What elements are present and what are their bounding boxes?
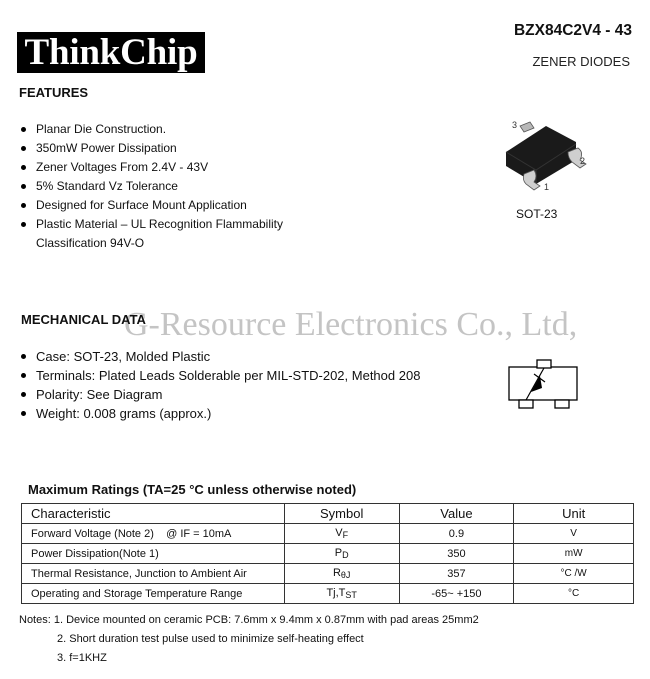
feature-item: Designed for Surface Mount Application <box>19 196 283 215</box>
table-row <box>22 544 634 564</box>
cell-characteristic: Thermal Resistance, Junction to Ambient Air <box>22 564 285 584</box>
cell-symbol: $R_{\theta J}$ <box>284 564 399 584</box>
cell-value: 0.9 <box>399 524 514 544</box>
note-line: Notes: 1. Device mounted on ceramic PCB: 7.6mm x 9.4mm x 0.87mm with pad areas 25mm2 <box>19 614 479 626</box>
features-list <box>19 120 283 253</box>
feature-item: 5% Standard Vz Tolerance <box>19 177 283 196</box>
notes <box>19 611 479 668</box>
cell-symbol: $V_F$ <box>284 524 399 544</box>
table-row <box>22 584 634 604</box>
brand-logo: ThinkChip <box>17 32 205 73</box>
note-line: 3. f=1KHZ <box>57 652 107 664</box>
mechanical-item: Case: SOT-23, Molded Plastic <box>19 347 420 366</box>
mechanical-item: Weight: 0.008 grams (approx.) <box>19 404 420 423</box>
watermark: G-Resource Electronics Co., Ltd, <box>124 306 578 343</box>
mechanical-heading: MECHANICAL DATA <box>21 312 146 327</box>
cell-unit: °C <box>514 584 634 604</box>
ratings-table <box>21 503 634 604</box>
mechanical-item: Polarity: See Diagram <box>19 385 420 404</box>
cell-value: 350 <box>399 544 514 564</box>
cell-characteristic: Power Dissipation(Note 1) <box>22 544 285 564</box>
column-header: Symbol <box>284 504 399 524</box>
table-row <box>22 564 634 584</box>
cell-characteristic: Forward Voltage (Note 2) @ IF = 10mA <box>22 524 285 544</box>
table-row <box>22 524 634 544</box>
cell-value: -65~ +150 <box>399 584 514 604</box>
sot23-package-icon <box>498 112 598 197</box>
part-number: BZX84C2V4 - 43 <box>513 22 632 39</box>
cell-unit: V <box>514 524 634 544</box>
svg-text:1: 1 <box>544 182 550 192</box>
feature-item: Planar Die Construction. <box>19 120 283 139</box>
package-label: SOT-23 <box>516 207 558 221</box>
note-line: 2. Short duration test pulse used to minimize self-heating effect <box>57 633 364 645</box>
svg-text:2: 2 <box>580 156 586 166</box>
mechanical-list <box>19 347 420 423</box>
column-header: Value <box>399 504 514 524</box>
column-header: Unit <box>514 504 634 524</box>
svg-text:3: 3 <box>512 120 518 130</box>
ratings-heading: Maximum Ratings (TA=25 °C unless otherwise noted) <box>28 482 357 497</box>
cell-symbol: $Tj,T_{ST}$ <box>284 584 399 604</box>
features-heading: FEATURES <box>19 85 89 100</box>
feature-item: Zener Voltages From 2.4V - 43V <box>19 158 283 177</box>
feature-item: 350mW Power Dissipation <box>19 139 283 158</box>
zener-polarity-diagram-icon <box>505 358 581 412</box>
cell-symbol: $P_D$ <box>284 544 399 564</box>
product-category: ZENER DIODES <box>532 54 630 69</box>
table-header-row <box>22 504 634 524</box>
mechanical-item: Terminals: Plated Leads Solderable per MIL-STD-202, Method 208 <box>19 366 420 385</box>
cell-value: 357 <box>399 564 514 584</box>
feature-item-continuation: Classification 94V-O <box>36 236 145 250</box>
column-header: Characteristic <box>22 504 285 524</box>
cell-characteristic: Operating and Storage Temperature Range <box>22 584 285 604</box>
cell-unit: mW <box>514 544 634 564</box>
cell-unit: °C /W <box>514 564 634 584</box>
feature-item: Plastic Material – UL Recognition Flammability <box>19 215 283 234</box>
